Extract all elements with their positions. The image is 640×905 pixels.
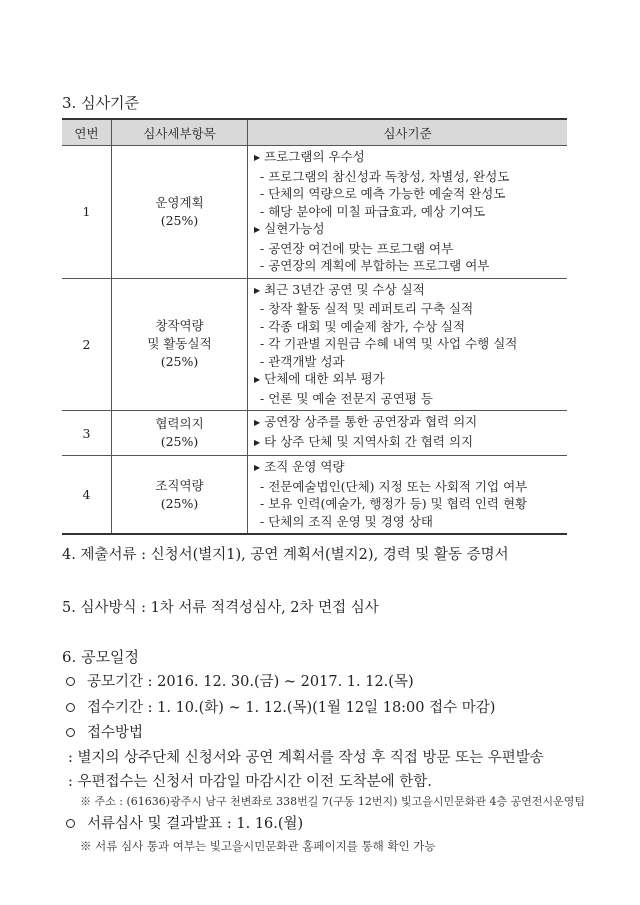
circle-bullet-icon <box>66 819 75 828</box>
criteria-detail: - 단체의 역량으로 예측 가능한 예술적 완성도 <box>254 185 567 203</box>
table-row <box>62 146 567 279</box>
row-item <box>112 411 248 456</box>
circle-bullet-icon <box>66 677 75 686</box>
item-weight: (25%) <box>160 495 199 511</box>
criteria-heading: ▶ 타 상주 단체 및 지역사회 간 협력 의지 <box>254 433 567 453</box>
row-criteria <box>248 411 568 456</box>
criteria-heading: ▶ 조직 운영 역량 <box>254 458 567 478</box>
schedule-result <box>66 812 303 833</box>
item-label: 운영계획 <box>155 194 204 210</box>
criteria-detail: - 프로그램의 참신성과 독창성, 차별성, 완성도 <box>254 168 567 186</box>
criteria-detail: - 공연장 여건에 맞는 프로그램 여부 <box>254 240 567 258</box>
result-text: 서류심사 및 결과발표 : 1. 16.(월) <box>87 816 304 832</box>
method-description-2: : 우편접수는 신청서 마감일 마감시간 이전 도착분에 한함. <box>68 774 432 790</box>
header-criteria: 심사기준 <box>248 119 568 146</box>
criteria-detail: - 공연장의 계획에 부합하는 프로그램 여부 <box>254 257 567 275</box>
criteria-detail: - 각종 대회 및 예술제 참가, 수상 실적 <box>254 318 567 336</box>
item-label: 조직역량 <box>155 477 204 493</box>
criteria-heading: ▶ 프로그램의 우수성 <box>254 148 567 168</box>
method-text: 접수방법 <box>87 725 144 741</box>
criteria-heading: ▶ 실현가능성 <box>254 220 567 240</box>
row-number: 4 <box>62 456 112 535</box>
criteria-detail: - 창작 활동 실적 및 레퍼토리 구축 실적 <box>254 300 567 318</box>
address-note: ※ 주소 : (61636)광주시 남구 천변좌로 338번길 7(구동 12번지) 빛고을시민문화관 4층 공연전시운영팀 <box>80 795 585 808</box>
criteria-heading: ▶ 공연장 상주를 통한 공연장과 협력 의지 <box>254 413 567 433</box>
period-text: 공모기간 : 2016. 12. 30.(금) ~ 2017. 1. 12.(목) <box>87 674 414 690</box>
criteria-detail: - 각 기관별 지원금 수혜 내역 및 사업 수행 실적 <box>254 335 567 353</box>
item-label-2: 및 활동실적 <box>147 336 212 352</box>
row-criteria <box>248 456 568 535</box>
item-label: 협력의지 <box>155 416 204 431</box>
row-criteria <box>248 278 568 411</box>
schedule-period <box>66 670 414 691</box>
row-number: 1 <box>62 146 112 279</box>
criteria-detail: - 보유 인력(예술가, 행정가 등) 및 협력 인력 현황 <box>254 495 567 513</box>
header-item: 심사세부항목 <box>112 119 248 146</box>
row-number: 2 <box>62 278 112 411</box>
row-item <box>112 456 248 535</box>
item-weight: (25%) <box>160 212 199 228</box>
table-row <box>62 278 567 411</box>
schedule-method <box>66 721 143 742</box>
criteria-table <box>62 118 567 535</box>
criteria-detail: - 전문예술법인(단체) 지정 또는 사회적 기업 여부 <box>254 478 567 496</box>
table-row <box>62 411 567 456</box>
method-description-1: : 별지의 상주단체 신청서와 공연 계획서를 작성 후 직접 방문 또는 우편발송 <box>68 750 544 766</box>
criteria-heading: ▶ 단체에 대한 외부 평가 <box>254 370 567 390</box>
criteria-detail: - 언론 및 예술 전문지 공연평 등 <box>254 390 567 408</box>
circle-bullet-icon <box>66 728 75 737</box>
item-label: 창작역량 <box>155 318 204 334</box>
row-item <box>112 146 248 279</box>
section-4-documents: 4. 제출서류 : 신청서(별지1), 공연 계획서(별지2), 경력 및 활동 증명서 <box>62 547 509 563</box>
section-3-title: 3. 심사기준 <box>62 94 140 112</box>
receipt-text: 접수기간 : 1. 10.(화) ~ 1. 12.(목)(1월 12일 18:00 접수 마감) <box>87 700 496 716</box>
table-header-row <box>62 119 567 146</box>
criteria-detail: - 해당 분야에 미칠 파급효과, 예상 기여도 <box>254 203 567 221</box>
row-criteria <box>248 146 568 279</box>
row-item <box>112 278 248 411</box>
table-row <box>62 456 567 535</box>
item-weight: (25%) <box>160 354 199 370</box>
section-5-review-method: 5. 심사방식 : 1차 서류 적격성심사, 2차 면접 심사 <box>62 600 379 616</box>
criteria-heading: ▶ 최근 3년간 공연 및 수상 실적 <box>254 281 567 301</box>
criteria-detail: - 관객개발 성과 <box>254 353 567 371</box>
criteria-detail: - 단체의 조직 운영 및 경영 상태 <box>254 513 567 531</box>
result-note: ※ 서류 심사 통과 여부는 빛고을시민문화관 홈페이지를 통해 확인 가능 <box>80 839 436 853</box>
header-no: 연번 <box>62 119 112 146</box>
row-number: 3 <box>62 411 112 456</box>
circle-bullet-icon <box>66 703 75 712</box>
item-weight: (25%) <box>160 434 199 449</box>
section-6-title: 6. 공모일정 <box>62 648 140 666</box>
schedule-receipt <box>66 696 495 717</box>
